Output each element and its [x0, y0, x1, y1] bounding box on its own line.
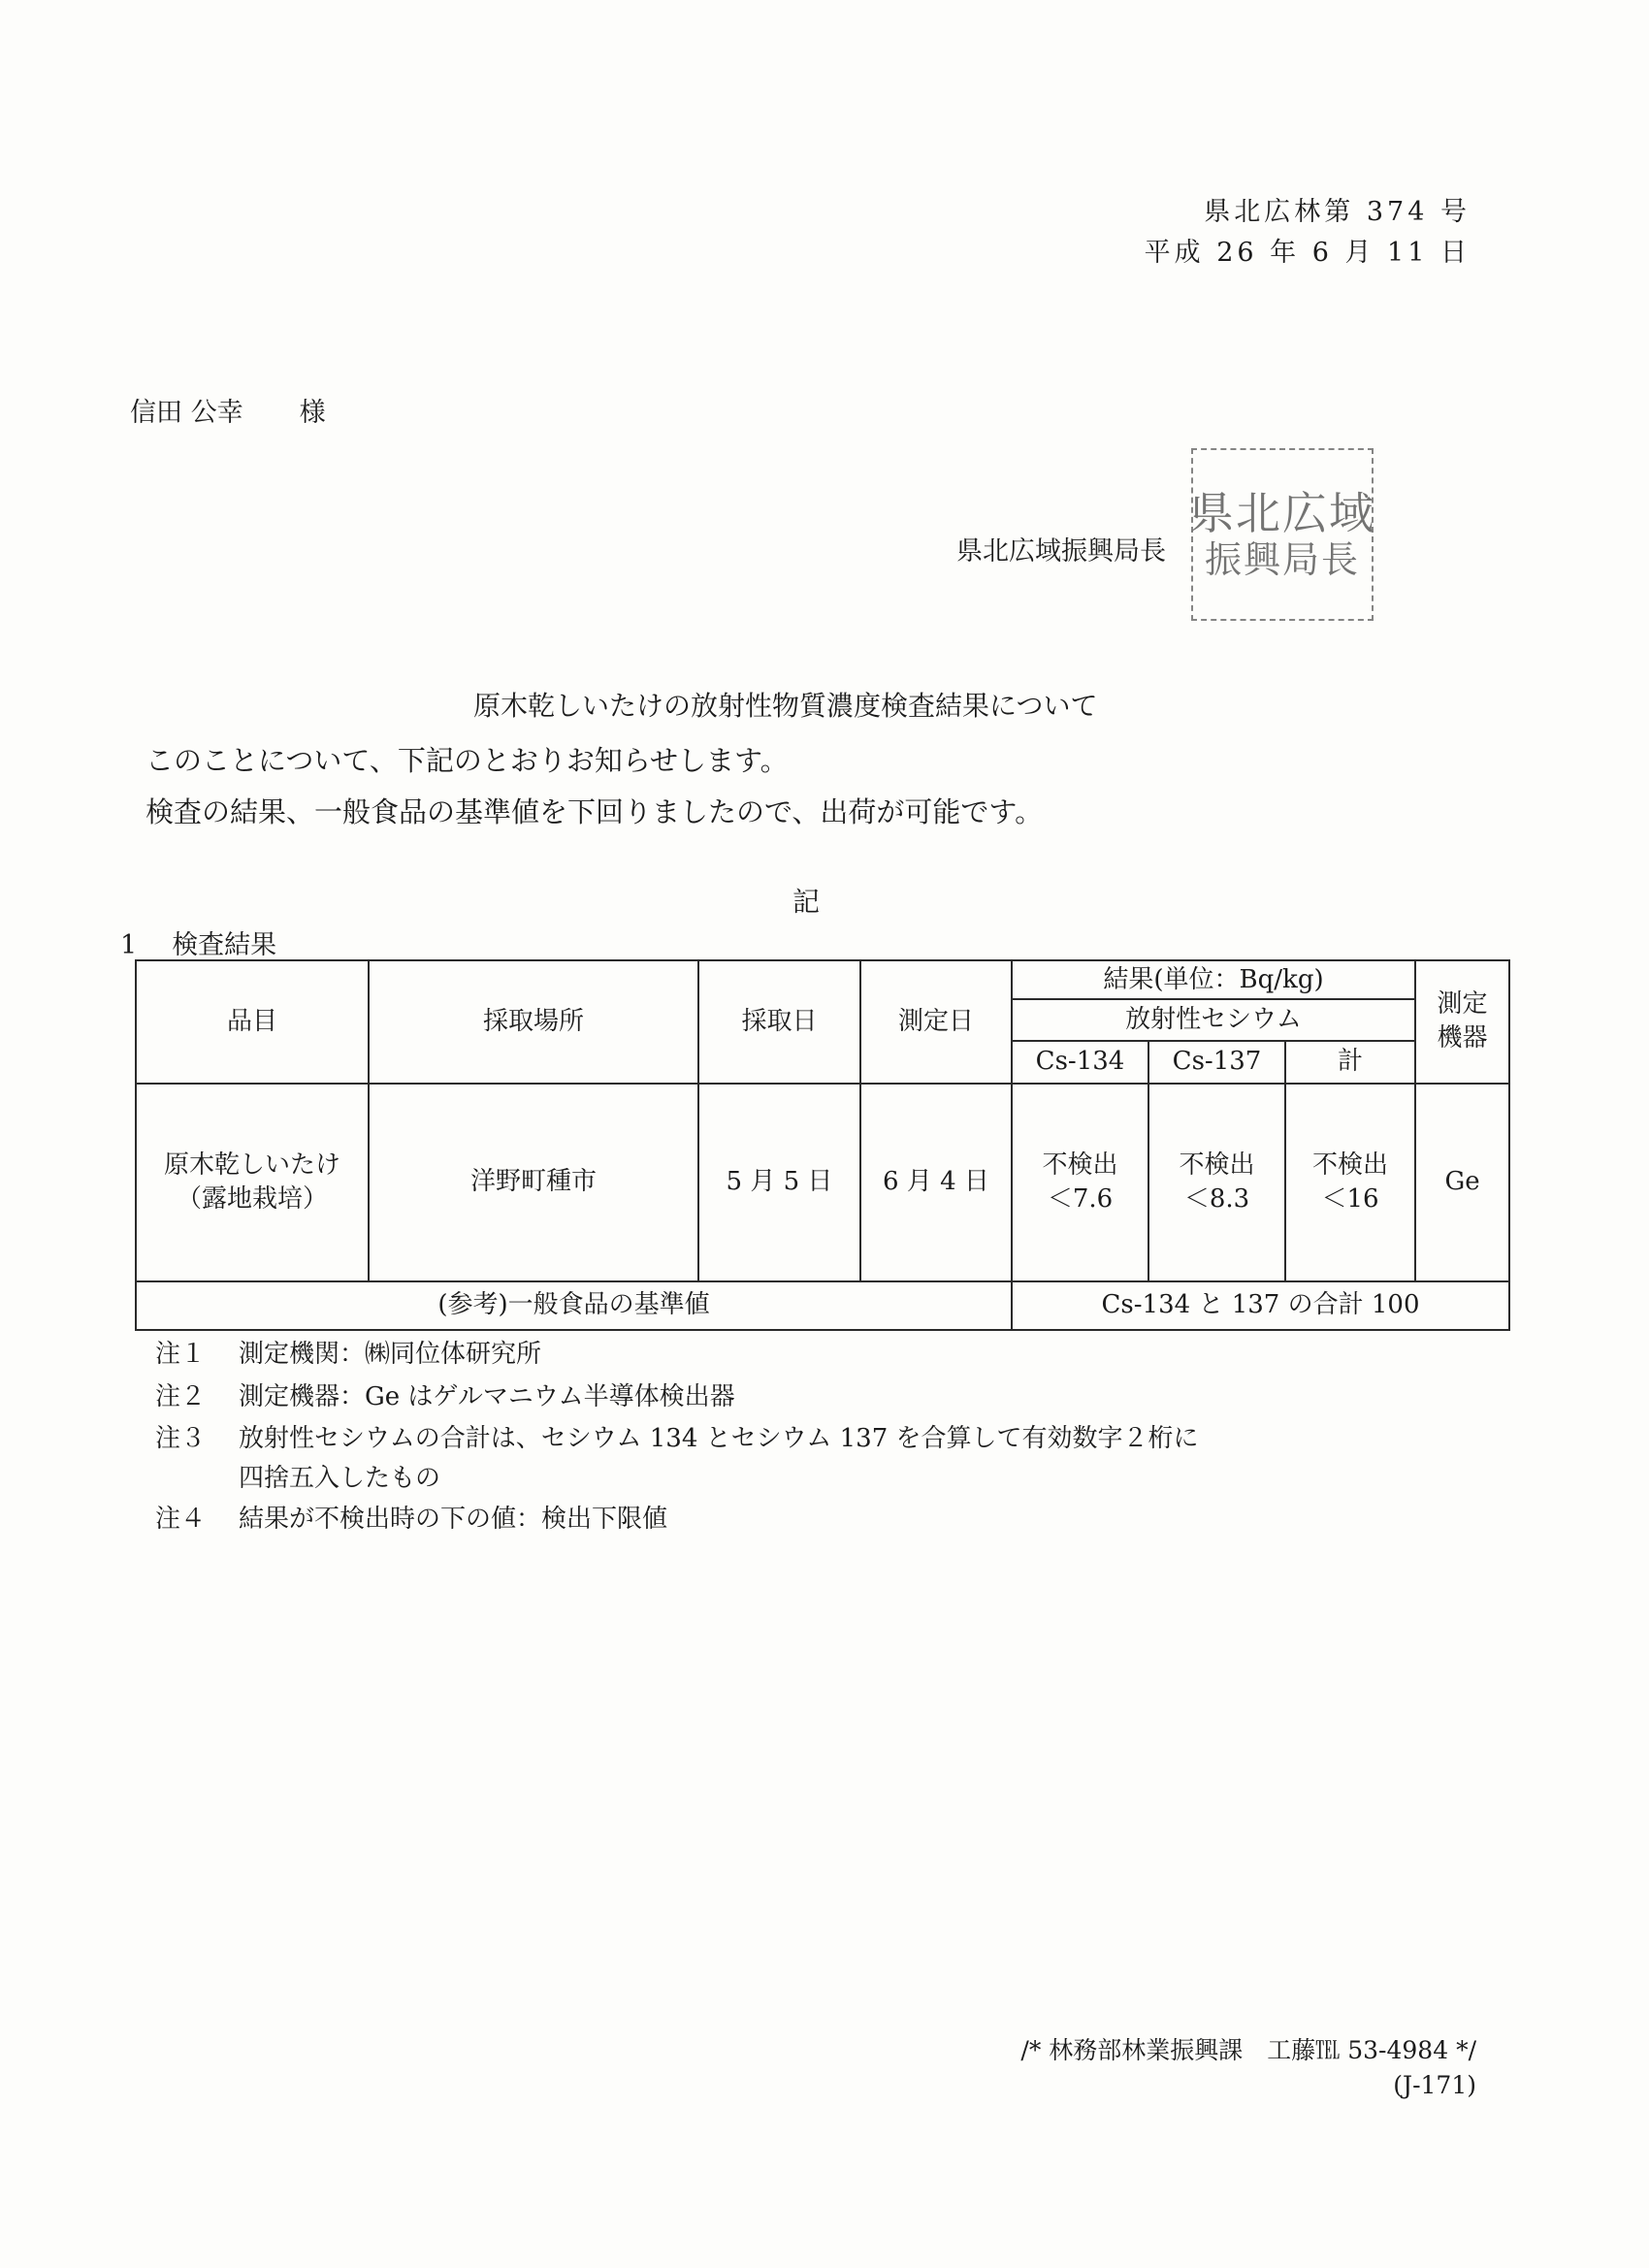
cell-measure-date: 6 月 4 日 — [860, 1084, 1012, 1281]
cs134-status: 不検出 — [1042, 1150, 1118, 1180]
header-device-line-1: 測定 — [1437, 989, 1488, 1020]
document-date: 平成 26 年 6 月 11 日 — [1144, 238, 1471, 268]
note-4-label: 注４ — [155, 1505, 207, 1534]
section-number: 1 — [120, 930, 138, 960]
addressee-honorific: 様 — [299, 398, 326, 428]
addressee — [130, 391, 326, 429]
header-device-line-2: 機器 — [1437, 1023, 1488, 1053]
header-item: 品目 — [136, 960, 369, 1084]
official-seal — [1191, 448, 1374, 621]
subject-line: 原木乾しいたけの放射性物質濃度検査結果について — [473, 690, 1098, 722]
addressee-name: 信田 公幸 — [130, 398, 243, 428]
sender-title: 県北広域振興局長 — [956, 536, 1166, 567]
section-heading — [120, 923, 276, 961]
note-1-label: 注１ — [155, 1340, 207, 1369]
cell-cs134 — [1012, 1084, 1148, 1281]
section-title: 検査結果 — [172, 930, 277, 960]
note-3 — [155, 1418, 1199, 1454]
cell-device: Ge — [1415, 1084, 1509, 1281]
note-1-text: 測定機関：㈱同位体研究所 — [239, 1340, 542, 1369]
seal-line-2: 振興局長 — [1204, 537, 1360, 581]
body-line-1: このことについて、下記のとおりお知らせします。 — [146, 744, 789, 777]
note-3-text: 放射性セシウムの合計は、セシウム 134 とセシウム 137 を合算して有効数字２桁に — [239, 1424, 1199, 1453]
note-3-continued: 四捨五入したもの — [239, 1464, 441, 1493]
header-cs134: Cs-134 — [1012, 1041, 1148, 1083]
cell-total — [1285, 1084, 1415, 1281]
footer-code: (J-171) — [1393, 2071, 1476, 2099]
cs137-value: ＜8.3 — [1183, 1183, 1250, 1214]
header-result: 結果(単位：Bq/kg) — [1012, 960, 1415, 999]
seal-line-1: 県北広域 — [1189, 486, 1375, 539]
cell-cs137 — [1148, 1084, 1285, 1281]
reference-label: (参考)一般食品の基準値 — [136, 1281, 1012, 1330]
cs134-value: ＜7.6 — [1047, 1183, 1114, 1214]
header-sample-date: 採取日 — [698, 960, 860, 1084]
note-4 — [155, 1499, 667, 1535]
results-table — [135, 959, 1510, 1331]
reference-value: Cs-134 と 137 の合計 100 — [1012, 1281, 1509, 1330]
document-number: 県北広林第 374 号 — [1204, 197, 1471, 227]
note-2 — [155, 1377, 735, 1412]
header-location: 採取場所 — [369, 960, 698, 1084]
header-cs137: Cs-137 — [1148, 1041, 1285, 1083]
item-cultivation: （露地栽培） — [176, 1183, 328, 1214]
cell-location: 洋野町種市 — [369, 1084, 698, 1281]
item-name: 原木乾しいたけ — [163, 1150, 340, 1180]
cell-item — [136, 1084, 369, 1281]
header-total: 計 — [1285, 1041, 1415, 1083]
ki-heading: 記 — [792, 886, 821, 918]
header-measure-date: 測定日 — [860, 960, 1012, 1084]
note-2-label: 注２ — [155, 1382, 207, 1411]
total-value: ＜16 — [1321, 1183, 1379, 1214]
cell-sample-date: 5 月 5 日 — [698, 1084, 860, 1281]
cs137-status: 不検出 — [1179, 1150, 1255, 1180]
note-4-text: 結果が不検出時の下の値：検出下限値 — [239, 1505, 668, 1534]
note-3-label: 注３ — [155, 1424, 207, 1453]
footer-contact: /* 林務部林業振興課 工藤℡ 53-4984 */ — [1020, 2036, 1476, 2064]
note-2-text: 測定機器：Ge はゲルマニウム半導体検出器 — [239, 1382, 735, 1411]
note-1 — [155, 1334, 541, 1370]
header-cesium: 放射性セシウム — [1012, 999, 1415, 1041]
header-device — [1415, 960, 1509, 1084]
body-line-2: 検査の結果、一般食品の基準値を下回りましたので、出荷が可能です。 — [146, 795, 1044, 828]
table-row — [136, 1084, 1509, 1281]
total-status: 不検出 — [1312, 1150, 1389, 1180]
